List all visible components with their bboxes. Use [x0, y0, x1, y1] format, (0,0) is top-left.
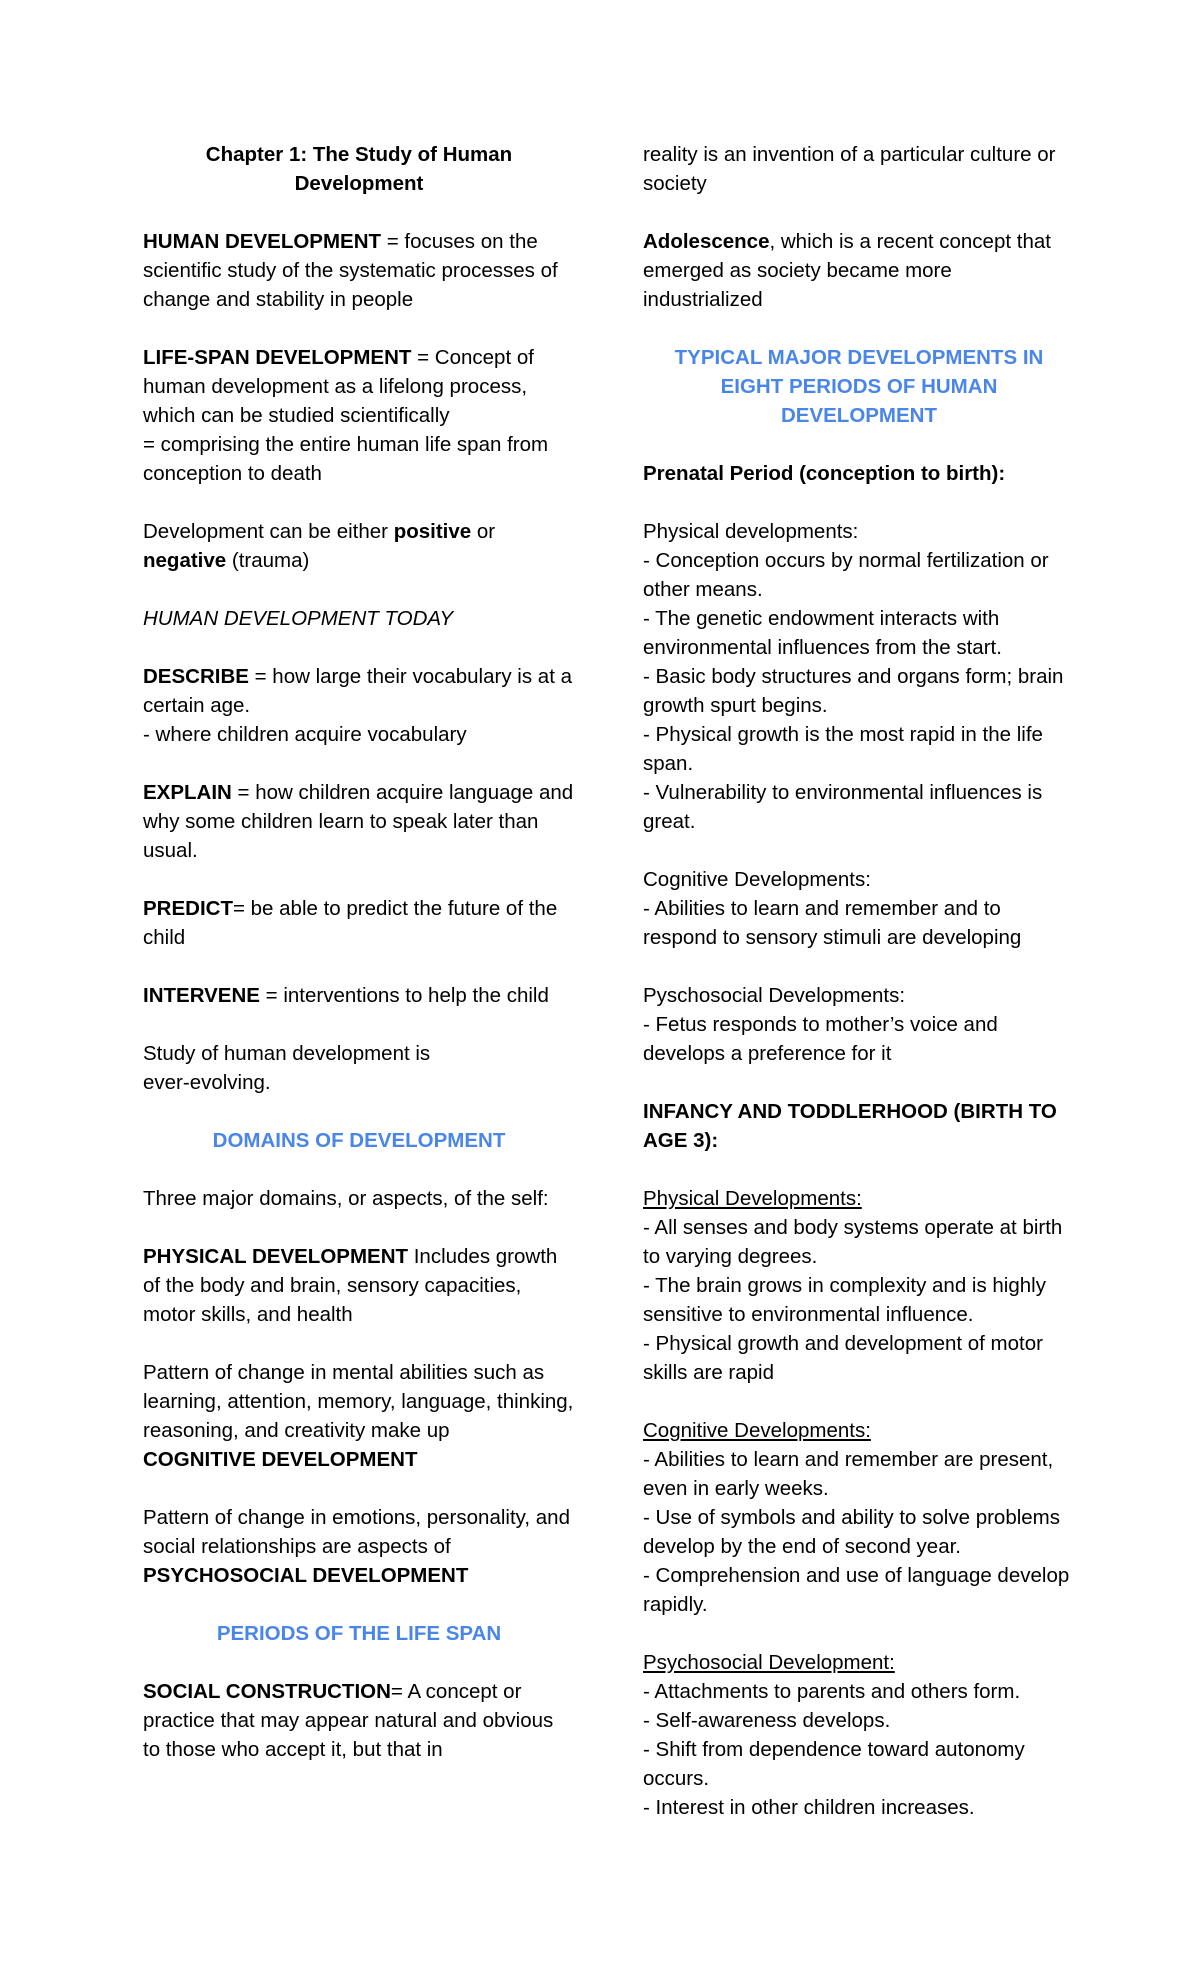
text: or	[471, 520, 496, 543]
term: LIFE-SPAN DEVELOPMENT	[143, 346, 412, 369]
list-item: - Attachments to parents and others form.	[643, 1680, 1021, 1703]
list-item: - Conception occurs by normal fertilization or other means.	[643, 549, 1049, 601]
list-item: - Fetus responds to mother’s voice and develops a preference for it	[643, 1013, 998, 1065]
heading-line: EIGHT PERIODS OF HUMAN	[720, 375, 998, 398]
list-item: - The brain grows in complexity and is highly sensitive to environmental influence.	[643, 1274, 1046, 1326]
chapter-title-line: Development	[294, 172, 424, 195]
term: PHYSICAL DEVELOPMENT	[143, 1245, 409, 1268]
term: SOCIAL CONSTRUCTION	[143, 1680, 391, 1703]
adolescence-definition	[643, 227, 1075, 314]
text-line: Study of human development is	[143, 1042, 431, 1065]
infancy-heading	[643, 1097, 1075, 1155]
reality-text: reality is an invention of a particular culture or society	[643, 143, 1056, 195]
left-column	[143, 140, 575, 1764]
definition-text: = Concept of human development as a lifelong process, which can be studied scientifically	[143, 346, 534, 427]
list-item: - Use of symbols and ability to solve problems develop by the end of second year.	[643, 1506, 1061, 1558]
list-item: - Comprehension and use of language develop rapidly.	[643, 1564, 1070, 1616]
development-positive-negative	[143, 517, 575, 575]
italic-heading: HUMAN DEVELOPMENT TODAY	[143, 607, 454, 630]
list-item: - All senses and body systems operate at birth to varying degrees.	[643, 1216, 1063, 1268]
prenatal-cognitive-label: Cognitive Developments:	[643, 868, 871, 891]
term: PSYCHOSOCIAL DEVELOPMENT	[143, 1564, 469, 1587]
positive-term: positive	[393, 520, 472, 543]
typical-developments-heading	[643, 343, 1075, 430]
describe-definition	[143, 662, 575, 720]
term: INTERVENE	[143, 984, 260, 1007]
periods-heading: PERIODS OF THE LIFE SPAN	[216, 1622, 502, 1645]
prenatal-physical-list	[643, 546, 1075, 836]
heading-text: Prenatal Period (conception to birth):	[643, 462, 1006, 485]
explain-definition	[143, 778, 575, 865]
list-item: - Vulnerability to environmental influences is great.	[643, 781, 1043, 833]
definition-text: Includes growth of the body and brain, sensory capacities, motor skills, and health	[143, 1245, 558, 1326]
right-column	[643, 140, 1075, 1822]
definition-text: = A concept or practice that may appear natural and obvious to those who accept it, but that in	[143, 1680, 554, 1761]
list-item: - Self-awareness develops.	[643, 1709, 891, 1732]
list-item: - Physical growth and development of motor skills are rapid	[643, 1332, 1043, 1384]
prenatal-heading	[643, 459, 1075, 488]
prenatal-physical-label: Physical developments:	[643, 520, 859, 543]
negative-term: negative	[143, 549, 227, 572]
social-construction-definition	[143, 1677, 575, 1764]
three-domains-text: Three major domains, or aspects, of the self:	[143, 1187, 549, 1210]
definition-text: = be able to predict the future of the child	[143, 897, 558, 949]
heading-line: TYPICAL MAJOR DEVELOPMENTS IN	[674, 346, 1044, 369]
life-span-development-definition	[143, 343, 575, 430]
term: COGNITIVE DEVELOPMENT	[143, 1448, 418, 1471]
human-development-definition	[143, 227, 575, 314]
list-item: - Interest in other children increases.	[643, 1796, 975, 1819]
text: Development can be either	[143, 520, 394, 543]
term: EXPLAIN	[143, 781, 232, 804]
cognitive-development-definition	[143, 1358, 575, 1474]
infancy-physical-label: Physical Developments:	[643, 1187, 862, 1210]
definition-text: = focuses on the scientific study of the systematic processes of change and stability in people	[143, 230, 558, 311]
term: DESCRIBE	[143, 665, 249, 688]
list-item: - Abilities to learn and remember and to respond to sensory stimuli are developing	[643, 897, 1022, 949]
infancy-cognitive-list	[643, 1445, 1075, 1619]
term: HUMAN DEVELOPMENT	[143, 230, 382, 253]
definition-continuation: = comprising the entire human life span from conception to death	[143, 433, 549, 485]
definition-text: = interventions to help the child	[259, 984, 549, 1007]
term: Adolescence	[643, 230, 770, 253]
study-ever-evolving	[143, 1039, 575, 1097]
list-item: - Abilities to learn and remember are present, even in early weeks.	[643, 1448, 1054, 1500]
definition-text: , which is a recent concept that emerged as society became more industrialized	[643, 230, 1051, 311]
intervene-definition	[143, 981, 575, 1010]
definition-text: Pattern of change in emotions, personality, and social relationships are aspects of	[143, 1506, 570, 1558]
psychosocial-development-definition	[143, 1503, 575, 1590]
human-development-today	[143, 604, 575, 633]
term: PREDICT	[143, 897, 233, 920]
definition-text: = how children acquire language and why some children learn to speak later than usual.	[143, 781, 574, 862]
chapter-title-line: Chapter 1: The Study of Human	[205, 143, 513, 166]
infancy-psychosocial-list	[643, 1677, 1075, 1822]
definition-text: Pattern of change in mental abilities such as learning, attention, memory, language, thinking, reasoning, and creativity make up	[143, 1361, 574, 1442]
infancy-psychosocial-label: Psychosocial Development:	[643, 1651, 895, 1674]
predict-definition	[143, 894, 575, 952]
text: (trauma)	[226, 549, 310, 572]
list-item: - Shift from dependence toward autonomy occurs.	[643, 1738, 1025, 1790]
infancy-physical-list	[643, 1213, 1075, 1387]
text-line: ever-evolving.	[143, 1071, 271, 1094]
definition-continuation: - where children acquire vocabulary	[143, 723, 467, 746]
prenatal-psychosocial-label: Pyschosocial Developments:	[643, 984, 906, 1007]
definition-text: = how large their vocabulary is at a certain age.	[143, 665, 572, 717]
infancy-cognitive-label: Cognitive Developments:	[643, 1419, 871, 1442]
domains-heading: DOMAINS OF DEVELOPMENT	[212, 1129, 506, 1152]
physical-development-definition	[143, 1242, 575, 1329]
heading-text: INFANCY AND TODDLERHOOD (BIRTH TO AGE 3):	[643, 1100, 1057, 1152]
heading-line: DEVELOPMENT	[780, 404, 938, 427]
list-item: - Physical growth is the most rapid in the life span.	[643, 723, 1043, 775]
chapter-title	[143, 140, 575, 198]
list-item: - Basic body structures and organs form; brain growth spurt begins.	[643, 665, 1064, 717]
list-item: - The genetic endowment interacts with environmental influences from the start.	[643, 607, 1002, 659]
